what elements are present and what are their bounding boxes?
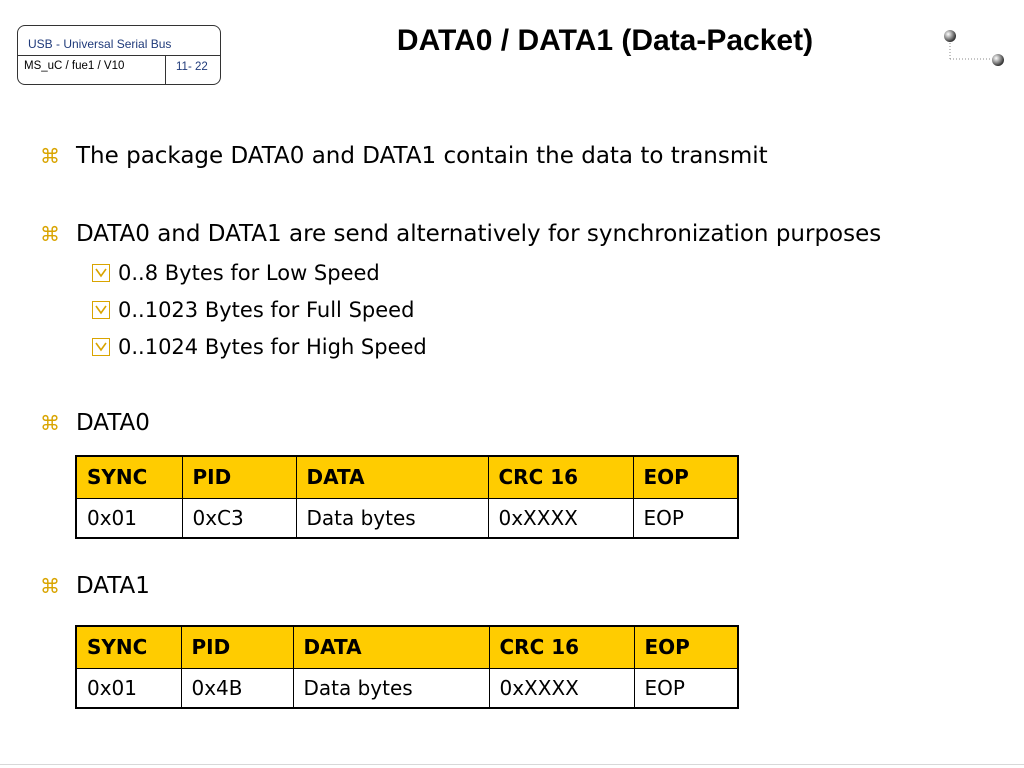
course-id: MS_uC / fue1 / V10 [18,56,166,85]
checkbox-icon [92,264,110,282]
column-header: EOP [634,626,738,668]
bullet-text: DATA0 [76,410,150,436]
column-header: SYNC [76,456,182,498]
column-header: SYNC [76,626,181,668]
table-cell: EOP [634,668,738,708]
table-header-row [76,626,738,668]
column-header: DATA [293,626,489,668]
sub-bullet-text: 0..1024 Bytes for High Speed [118,335,427,359]
table-cell: Data bytes [296,498,488,538]
bullet-text: The package DATA0 and DATA1 contain the data to transmit [76,143,768,169]
bullet-text: DATA1 [76,573,150,599]
command-key-icon: ⌘ [40,144,60,168]
table-cell: 0x01 [76,668,181,708]
table-cell: 0xC3 [182,498,296,538]
column-header: PID [182,456,296,498]
footer-divider [0,764,1024,765]
bullet-item [40,410,150,436]
table-cell: Data bytes [293,668,489,708]
sub-bullet-item [92,261,380,285]
checkbox-icon [92,301,110,319]
table-cell: EOP [633,498,738,538]
column-header: CRC 16 [488,456,633,498]
command-key-icon: ⌘ [40,222,60,246]
table-row [76,668,738,708]
table-header-row [76,456,738,498]
sub-bullet-item [92,298,414,322]
bullet-item [40,221,881,247]
bullet-item [40,143,768,169]
checkbox-icon [92,338,110,356]
bullet-item [40,573,150,599]
sub-bullet-text: 0..8 Bytes for Low Speed [118,261,380,285]
table-cell: 0x01 [76,498,182,538]
decorative-spheres-icon [938,26,1008,66]
sub-bullet-item [92,335,427,359]
slide-title: DATA0 / DATA1 (Data-Packet) [396,24,814,57]
table-cell: 0x4B [181,668,293,708]
course-title: USB - Universal Serial Bus [18,26,220,56]
command-key-icon: ⌘ [40,411,60,435]
column-header: PID [181,626,293,668]
column-header: DATA [296,456,488,498]
column-header: EOP [633,456,738,498]
table-cell: 0xXXXX [488,498,633,538]
sub-bullet-text: 0..1023 Bytes for Full Speed [118,298,415,322]
page-number: 11- 22 [176,61,208,73]
command-key-icon: ⌘ [40,574,60,598]
table-row [76,498,738,538]
data1-packet-table [75,625,739,709]
column-header: CRC 16 [489,626,634,668]
data0-packet-table [75,455,739,539]
course-meta-row [18,56,220,85]
table-cell: 0xXXXX [489,668,634,708]
bullet-text: DATA0 and DATA1 are send alternatively for synchronization purposes [76,221,882,247]
